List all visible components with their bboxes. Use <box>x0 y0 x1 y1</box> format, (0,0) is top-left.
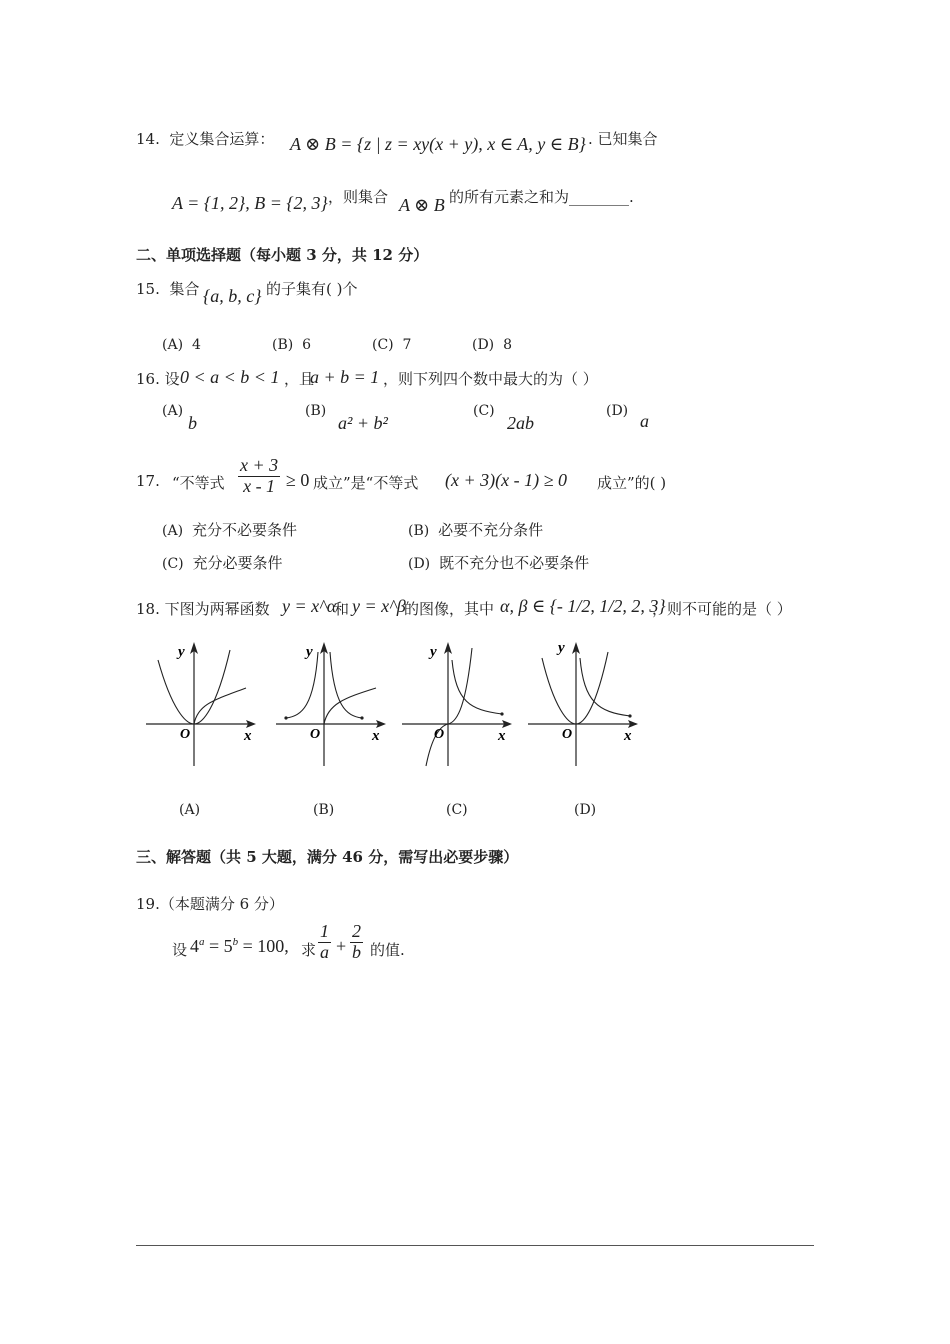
graph-d-label: (D) <box>574 802 597 818</box>
graph-b-label: (B) <box>313 802 335 818</box>
q15-option-b: (B) 6 <box>272 337 312 353</box>
q14-text-d: 的所有元素之和为________. <box>449 188 634 206</box>
q14-formula-a: A ⊗ B = {z | z = xy(x + y), x ∈ A, y ∈ B} <box>290 134 586 154</box>
q14-text-b: . 已知集合 <box>588 130 658 148</box>
q19-plus: + <box>336 936 347 956</box>
q17-option-a: (A) 充分不必要条件 <box>162 521 297 539</box>
graph-c-origin: O <box>434 727 445 742</box>
graph-a-x: x <box>244 728 252 744</box>
graph-b-x: x <box>372 728 380 744</box>
q17-option-c: (C) 充分必要条件 <box>162 554 283 572</box>
graph-c-y: y <box>430 644 437 660</box>
graph-a-origin: O <box>180 727 191 742</box>
q16-option-a-label: (A) <box>162 403 184 419</box>
q18-text-b: 的图像，其中 <box>404 600 495 618</box>
q18-formula-a: y = x^α <box>282 596 337 616</box>
section-3-title: 三、解答题（共 5 大题，满分 46 分，需写出必要步骤） <box>136 848 519 866</box>
q16-option-b-label: (B) <box>305 403 327 419</box>
section-2-title: 二、单项选择题（每小题 3 分，共 12 分） <box>136 246 429 264</box>
graph-d-y: y <box>558 640 565 656</box>
q15-option-a: (A) 4 <box>162 337 201 353</box>
q16-formula-a: 0 < a < b < 1 <box>180 367 280 387</box>
q15-number: 15. <box>136 280 160 298</box>
graph-c-x: x <box>498 728 506 744</box>
q15-option-d: (D) 8 <box>472 337 512 353</box>
q17-option-d: (D) 既不充分也不必要条件 <box>408 554 590 572</box>
graph-d-origin: O <box>562 727 573 742</box>
q19-frac2-num: 2 <box>352 921 361 941</box>
q17-fraction <box>238 456 280 497</box>
q15-line <box>136 278 199 299</box>
q18-text-a: 和 <box>334 600 350 618</box>
footer-divider <box>136 1245 814 1246</box>
q17-number: 17. <box>136 472 160 490</box>
q16-number: 16. 设 <box>136 370 180 388</box>
q18-number: 18. 下图为两幂函数 <box>136 600 270 618</box>
graph-b-origin: O <box>310 727 321 742</box>
graph-a <box>142 640 258 768</box>
q16-option-d-label: (D) <box>606 403 629 419</box>
q19-frac1-num: 1 <box>320 921 329 941</box>
graph-c <box>398 640 514 768</box>
graph-c-label: (C) <box>446 802 468 818</box>
q17-frac-num: x + 3 <box>240 455 279 475</box>
q18-formula-b: y = x^β <box>352 596 406 616</box>
q17-option-b: (B) 必要不充分条件 <box>408 521 544 539</box>
q19-text-a: 设 <box>172 941 188 959</box>
graph-d-x: x <box>624 728 632 744</box>
q16-option-a-value: b <box>188 413 197 433</box>
q16-option-b-value: a² + b² <box>338 413 388 433</box>
q14-formula-b: A = {1, 2}, B = {2, 3} <box>172 193 328 213</box>
q17-text-a: “不等式 <box>172 474 225 492</box>
q17-frac-den: x - 1 <box>243 475 276 496</box>
q17-text-c: 成立”的( ) <box>597 474 667 492</box>
graph-a-y: y <box>178 644 185 660</box>
q15-text-a: 集合 <box>169 280 200 298</box>
graph-d <box>524 640 640 768</box>
q14-formula-c: A ⊗ B <box>399 195 445 215</box>
q15-text-b: 的子集有( )个 <box>266 280 358 298</box>
q15-option-c: (C) 7 <box>372 337 412 353</box>
q16-option-d-value: a <box>640 411 649 431</box>
q16-option-c-value: 2ab <box>507 413 534 433</box>
q17-formula-b: (x + 3)(x - 1) ≥ 0 <box>445 470 567 490</box>
q16-option-c-label: (C) <box>473 403 495 419</box>
q15-formula: {a, b, c} <box>203 286 262 306</box>
q16-text-a: ，且 <box>284 370 315 388</box>
q19-frac1-den: a <box>320 941 329 962</box>
q18-formula-c: α, β ∈ {- 1/2, 1/2, 2, 3} <box>500 596 666 616</box>
q16-formula-b: a + b = 1 <box>310 367 380 387</box>
q14-line1 <box>136 128 274 149</box>
graph-a-label: (A) <box>179 802 201 818</box>
q14-text-c: ，则集合 <box>328 188 389 206</box>
q19-frac2 <box>350 922 363 963</box>
q19-text-b: 求 <box>301 941 317 959</box>
q16-text-b: ，则下列四个数中最大的为（ ） <box>383 370 598 388</box>
q17-formula-a: ≥ 0 <box>286 470 310 490</box>
q18-text-c: ，则不可能的是（ ） <box>652 600 792 618</box>
q19-frac1 <box>318 922 331 963</box>
graph-b <box>272 640 388 768</box>
q19-formula-a: $4^a = 5^b = 100$, <box>190 936 289 956</box>
q14-number: 14. <box>136 130 160 148</box>
q19-frac2-den: b <box>352 941 361 962</box>
q17-text-b: 成立”是“不等式 <box>313 474 419 492</box>
q19-text-c: 的值. <box>370 941 405 959</box>
q14-text-a: 定义集合运算： <box>169 130 275 148</box>
graph-b-y: y <box>306 644 313 660</box>
q19-number: 19.（本题满分 6 分） <box>136 895 284 913</box>
